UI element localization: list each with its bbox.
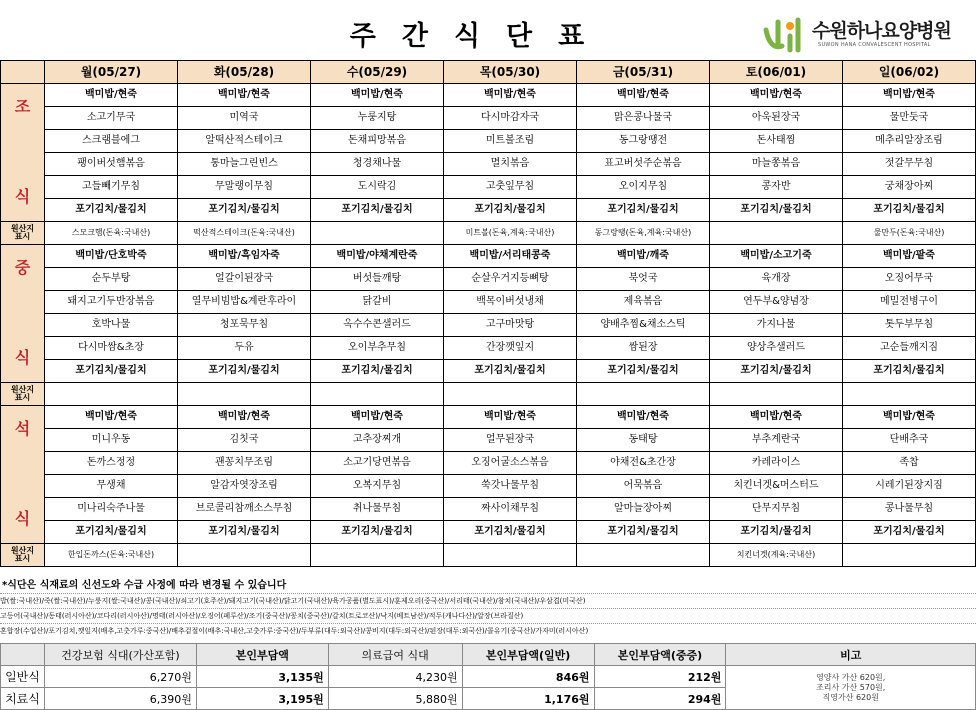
breakfast-menu-row <box>1 84 976 107</box>
menu-item: 간장깻잎지 <box>444 337 577 360</box>
menu-item: 옥수수콘샐러드 <box>311 314 444 337</box>
lunch-menu-row <box>1 360 976 383</box>
dinner-menu-row <box>1 521 976 544</box>
menu-item: 오징어무국 <box>843 268 976 291</box>
page-title: 주간식단표 <box>349 21 611 52</box>
dinner-menu-row <box>1 429 976 452</box>
menu-item: 오이지무침 <box>577 176 710 199</box>
breakfast-menu-row <box>1 107 976 130</box>
menu-item: 백미밥/현죽 <box>178 406 311 429</box>
menu-item: 양배추찜&채소스틱 <box>577 314 710 337</box>
menu-item: 마늘쫑볶음 <box>710 153 843 176</box>
menu-item: 육개장 <box>710 268 843 291</box>
cost-header-cell: 본인부담액 <box>196 644 328 666</box>
cost-remark <box>726 666 976 710</box>
menu-item: 얼무된장국 <box>444 429 577 452</box>
menu-item: 백미밥/현죽 <box>311 84 444 107</box>
menu-item: 미트볼조림 <box>444 130 577 153</box>
day-header: 화(05/28) <box>178 61 311 84</box>
menu-item: 포기김치/물김치 <box>577 521 710 544</box>
cost-header-cell: 본인부담액(일반) <box>462 644 594 666</box>
menu-item: 백미밥/현죽 <box>45 84 178 107</box>
cost-value: 6,270원 <box>44 666 196 688</box>
cost-header-cell: 본인부담액(중증) <box>594 644 726 666</box>
cost-value: 5,880원 <box>328 688 462 710</box>
menu-item: 메추리알장조림 <box>843 130 976 153</box>
origin-cell: 한입돈까스(돈육:국내산) <box>45 544 178 567</box>
menu-item: 포기김치/물김치 <box>45 199 178 222</box>
menu-item: 통마늘그린빈스 <box>178 153 311 176</box>
menu-item: 소고기당면볶음 <box>311 452 444 475</box>
origin-cell <box>444 383 577 406</box>
menu-item: 소고기무국 <box>45 107 178 130</box>
menu-item: 백미밥/현죽 <box>311 406 444 429</box>
menu-item: 표고버섯주순볶음 <box>577 153 710 176</box>
logo-mark-icon <box>760 16 812 56</box>
cost-value: 212원 <box>594 666 726 688</box>
menu-body <box>1 84 976 567</box>
remark-line: 직영가산 620원 <box>822 692 879 702</box>
menu-item: 포기김치/물김치 <box>45 521 178 544</box>
menu-item: 고순들깨지짐 <box>843 337 976 360</box>
menu-item: 알떡산적스테이크 <box>178 130 311 153</box>
menu-item: 백목이버섯냉채 <box>444 291 577 314</box>
breakfast-menu-row <box>1 199 976 222</box>
menu-item: 돈채피망볶음 <box>311 130 444 153</box>
day-header: 토(06/01) <box>710 61 843 84</box>
menu-item: 포기김치/물김치 <box>843 199 976 222</box>
menu-item: 족찹 <box>843 452 976 475</box>
origin-cell <box>710 383 843 406</box>
origin-note-line: 혼합장(수입산)/포기김치,깻잎지(배추,고춧가루:중국산)/배추겉절이(배추:국내산,고춧가루:중국산)/두부류(대두:외국산)/콩비지(대두:외국산)/된장(대두:외국산)/콜유기(중국산)/가자미(러시아산) <box>0 623 976 638</box>
menu-item: 고추장찌개 <box>311 429 444 452</box>
menu-item: 물만둣국 <box>843 107 976 130</box>
origin-cell <box>178 544 311 567</box>
origin-cell <box>311 544 444 567</box>
day-header: 월(05/27) <box>45 61 178 84</box>
dinner-menu-row <box>1 406 976 429</box>
origin-cell <box>577 383 710 406</box>
menu-item: 브로콜리참깨소스무침 <box>178 498 311 521</box>
menu-item: 콩나물무침 <box>843 498 976 521</box>
menu-item: 맑은콩나물국 <box>577 107 710 130</box>
menu-item: 톳두부무침 <box>843 314 976 337</box>
menu-item: 도시락김 <box>311 176 444 199</box>
menu-item: 알감자엿장조림 <box>178 475 311 498</box>
menu-item: 돼지고기두반장볶음 <box>45 291 178 314</box>
menu-item: 백미밥/현죽 <box>577 84 710 107</box>
menu-item: 백미밥/서리태콩죽 <box>444 245 577 268</box>
menu-item: 포기김치/물김치 <box>710 360 843 383</box>
menu-item: 어묵볶음 <box>577 475 710 498</box>
menu-item: 오징어굴소스볶음 <box>444 452 577 475</box>
notice-text: *식단은 식재료의 신선도와 수급 사정에 따라 변경될 수 있습니다 <box>2 580 287 591</box>
menu-item: 젓갈무무침 <box>843 153 976 176</box>
menu-item: 버섯들깨탕 <box>311 268 444 291</box>
menu-item: 부추계란국 <box>710 429 843 452</box>
menu-item: 미니우동 <box>45 429 178 452</box>
menu-item: 포기김치/물김치 <box>444 199 577 222</box>
origin-cell <box>843 544 976 567</box>
menu-item: 카레라이스 <box>710 452 843 475</box>
menu-item: 포기김치/물김치 <box>444 521 577 544</box>
menu-item: 백미밥/깨죽 <box>577 245 710 268</box>
menu-item: 돈까스정정 <box>45 452 178 475</box>
origin-cell <box>311 383 444 406</box>
menu-item: 백미밥/현죽 <box>444 406 577 429</box>
menu-item: 쌈된장 <box>577 337 710 360</box>
lunch-origin-row <box>1 383 976 406</box>
menu-item: 포기김치/물김치 <box>311 360 444 383</box>
origin-cell: 동그랑땡(돈육,계육:국내산) <box>577 222 710 245</box>
origin-label: 원산지 표시 <box>1 544 45 567</box>
dinner-menu-row <box>1 475 976 498</box>
day-header: 금(05/31) <box>577 61 710 84</box>
menu-item: 포기김치/물김치 <box>577 199 710 222</box>
remark-line: 조리사 가산 570원, <box>816 682 886 692</box>
cost-header-cell: 비고 <box>726 644 976 666</box>
menu-item: 메밀전병구이 <box>843 291 976 314</box>
menu-item: 포기김치/물김치 <box>45 360 178 383</box>
cost-value: 294원 <box>594 688 726 710</box>
cost-value: 1,176원 <box>462 688 594 710</box>
origin-label: 원산지 표시 <box>1 383 45 406</box>
cost-row-label: 일반식 <box>1 666 45 688</box>
origin-cell: 떡산적스테이크(돈육:국내산) <box>178 222 311 245</box>
menu-item: 포기김치/물김치 <box>311 199 444 222</box>
menu-item: 치킨너겟&머스터드 <box>710 475 843 498</box>
menu-item: 동태탕 <box>577 429 710 452</box>
origin-note-line: 고등어(국내산)/동태(러시아산)/코다리(러시아산)/명태(러시아산)/오징어(페루산)/조기(중국산)/꽁치(중국산)/갈치(트로코산)/낙지(베트남산)/적두(캐나다산)/알장(브라질산) <box>0 608 976 623</box>
menu-item: 호박나물 <box>45 314 178 337</box>
menu-item: 백미밥/현죽 <box>843 406 976 429</box>
menu-item: 알마늘장아찌 <box>577 498 710 521</box>
menu-item: 오이부추무침 <box>311 337 444 360</box>
menu-item: 포기김치/물김치 <box>710 521 843 544</box>
menu-item: 포기김치/물김치 <box>710 199 843 222</box>
hospital-logo <box>760 16 976 56</box>
origin-cell: 미트볼(돈육,계육:국내산) <box>444 222 577 245</box>
menu-item: 북엇국 <box>577 268 710 291</box>
menu-item: 아욱된장국 <box>710 107 843 130</box>
origin-cell <box>45 383 178 406</box>
dinner-origin-row <box>1 544 976 567</box>
day-header: 일(06/02) <box>843 61 976 84</box>
cost-value: 4,230원 <box>328 666 462 688</box>
menu-item: 얼갈이된장국 <box>178 268 311 291</box>
menu-item: 단무지무침 <box>710 498 843 521</box>
breakfast-menu-row <box>1 176 976 199</box>
day-header: 목(05/30) <box>444 61 577 84</box>
breakfast-menu-row <box>1 153 976 176</box>
logo-subtitle: SUWON HANA CONVALESCENT HOSPITAL <box>818 42 931 48</box>
menu-item: 양상추샐러드 <box>710 337 843 360</box>
origin-note-line: 밥(쌀:국내산)/죽(쌀:국내산)/누룽지(쌀:국내산)/콩(국내산)/쇠고기(호주산)/돼지고기(국내산)/닭고기(국내산)/육가공품(별도표시)/훈제오리(중국산)/서리태(국내산)/참치(국내산)/우삼겹(미국산) <box>0 593 976 608</box>
menu-item: 누룽지탕 <box>311 107 444 130</box>
menu-item: 콩자반 <box>710 176 843 199</box>
menu-item: 백미밥/단호박죽 <box>45 245 178 268</box>
menu-item: 괜꽁치무조림 <box>178 452 311 475</box>
origin-cell: 치킨너겟(계육:국내산) <box>710 544 843 567</box>
menu-item: 포기김치/물김치 <box>843 521 976 544</box>
menu-item: 야채전&초간장 <box>577 452 710 475</box>
origin-cell <box>710 222 843 245</box>
origin-cell: 스모크햄(돈육:국내산) <box>45 222 178 245</box>
cost-value: 3,135원 <box>196 666 328 688</box>
menu-item: 백미밥/현죽 <box>178 84 311 107</box>
menu-item: 고춧잎무침 <box>444 176 577 199</box>
menu-item: 미역국 <box>178 107 311 130</box>
cost-value: 3,195원 <box>196 688 328 710</box>
breakfast-label: 조 식 <box>1 84 45 222</box>
menu-item: 쑥갓나물무침 <box>444 475 577 498</box>
weekly-menu-table <box>0 60 976 567</box>
menu-item: 연두부&양념장 <box>710 291 843 314</box>
cost-value: 6,390원 <box>44 688 196 710</box>
menu-item: 청포묵무침 <box>178 314 311 337</box>
menu-item: 포기김치/물김치 <box>178 199 311 222</box>
menu-item: 포기김치/물김치 <box>444 360 577 383</box>
menu-item: 단배추국 <box>843 429 976 452</box>
cost-value: 846원 <box>462 666 594 688</box>
lunch-menu-row <box>1 245 976 268</box>
lunch-menu-row <box>1 268 976 291</box>
origin-cell <box>311 222 444 245</box>
menu-item: 멸치볶음 <box>444 153 577 176</box>
menu-item: 포기김치/물김치 <box>178 360 311 383</box>
menu-item: 다시마감자국 <box>444 107 577 130</box>
corner-cell <box>1 61 45 84</box>
menu-item: 다시마쌈&초장 <box>45 337 178 360</box>
cost-header-cell: 건강보험 식대(가산포함) <box>44 644 196 666</box>
meal-cost-table <box>0 643 976 710</box>
menu-item: 백미밥/현죽 <box>444 84 577 107</box>
breakfast-origin-row <box>1 222 976 245</box>
lunch-menu-row <box>1 291 976 314</box>
menu-item: 돈사태찜 <box>710 130 843 153</box>
menu-item: 청경채나물 <box>311 153 444 176</box>
menu-item: 취나물무침 <box>311 498 444 521</box>
notes-section <box>0 578 976 638</box>
cost-row <box>1 666 976 688</box>
menu-item: 포기김치/물김치 <box>843 360 976 383</box>
menu-item: 궁채장아찌 <box>843 176 976 199</box>
menu-item: 제육볶음 <box>577 291 710 314</box>
logo-name: 수원하나요양병원 <box>812 20 951 42</box>
breakfast-menu-row <box>1 130 976 153</box>
cost-header-cell <box>1 644 45 666</box>
dinner-label: 석 식 <box>1 406 45 544</box>
origin-cell: 물만두(돈육:국내산) <box>843 222 976 245</box>
menu-item: 무생채 <box>45 475 178 498</box>
lunch-menu-row <box>1 314 976 337</box>
menu-item: 백미밥/흑임자죽 <box>178 245 311 268</box>
menu-item: 열무비빔밥&계란후라이 <box>178 291 311 314</box>
menu-item: 닭갈비 <box>311 291 444 314</box>
page-header <box>0 0 976 60</box>
menu-item: 백미밥/야채계란죽 <box>311 245 444 268</box>
origin-cell <box>178 383 311 406</box>
menu-item: 김칫국 <box>178 429 311 452</box>
menu-item: 시레기된장지짐 <box>843 475 976 498</box>
menu-item: 고구마맛탕 <box>444 314 577 337</box>
menu-item: 포기김치/물김치 <box>311 521 444 544</box>
lunch-label: 중 식 <box>1 245 45 383</box>
menu-item: 포기김치/물김치 <box>577 360 710 383</box>
day-header: 수(05/29) <box>311 61 444 84</box>
menu-item: 두유 <box>178 337 311 360</box>
menu-item: 백미밥/팥죽 <box>843 245 976 268</box>
menu-item: 오복지무침 <box>311 475 444 498</box>
origin-cell <box>577 544 710 567</box>
menu-item: 무말랭이무침 <box>178 176 311 199</box>
menu-item: 백미밥/현죽 <box>577 406 710 429</box>
origin-cell <box>843 383 976 406</box>
menu-item: 순살우거지등뼈탕 <box>444 268 577 291</box>
menu-item: 미나리숙주나물 <box>45 498 178 521</box>
menu-item: 가지나물 <box>710 314 843 337</box>
menu-item: 동그랑땡전 <box>577 130 710 153</box>
day-header-row <box>1 61 976 84</box>
menu-item: 팽이버섯햄볶음 <box>45 153 178 176</box>
cost-row-label: 치료식 <box>1 688 45 710</box>
menu-item: 백미밥/현죽 <box>710 84 843 107</box>
menu-item: 순두부탕 <box>45 268 178 291</box>
dinner-menu-row <box>1 452 976 475</box>
remark-line: 영양사 가산 620원, <box>816 672 886 682</box>
menu-item: 짜사이채무침 <box>444 498 577 521</box>
menu-item: 스크램블에그 <box>45 130 178 153</box>
cost-header-row <box>1 644 976 666</box>
origin-label: 원산지 표시 <box>1 222 45 245</box>
menu-item: 포기김치/물김치 <box>178 521 311 544</box>
cost-header-cell: 의료급여 식대 <box>328 644 462 666</box>
menu-item: 백미밥/현죽 <box>710 406 843 429</box>
menu-item: 백미밥/소고기죽 <box>710 245 843 268</box>
lunch-menu-row <box>1 337 976 360</box>
menu-item: 백미밥/현죽 <box>843 84 976 107</box>
menu-item: 고들빼기무침 <box>45 176 178 199</box>
origin-cell <box>444 544 577 567</box>
menu-item: 백미밥/현죽 <box>45 406 178 429</box>
dinner-menu-row <box>1 498 976 521</box>
